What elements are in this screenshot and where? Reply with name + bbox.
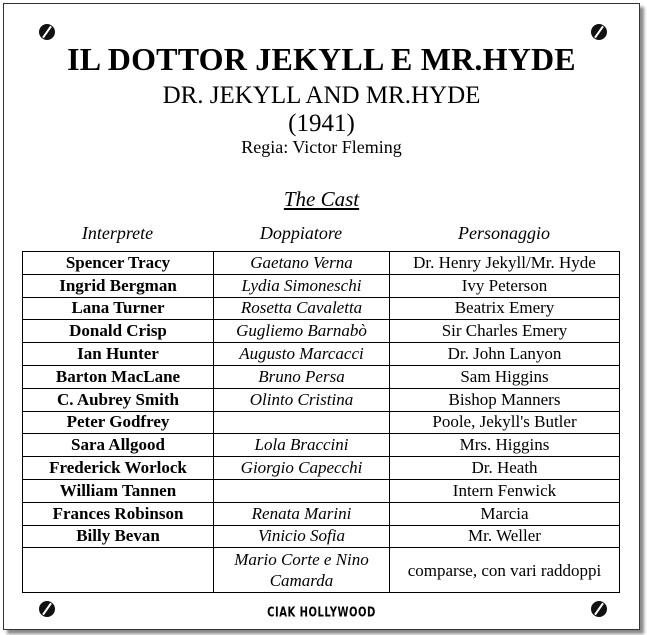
actor-cell: Frederick Worlock	[23, 457, 214, 480]
table-row	[23, 525, 620, 548]
voice-cell: Renata Marini	[214, 502, 390, 525]
actor-cell: C. Aubrey Smith	[23, 388, 214, 411]
voice-cell: Gaetano Verna	[214, 252, 390, 275]
role-cell: Beatrix Emery	[390, 297, 620, 320]
column-header-voice: Doppiatore	[259, 223, 343, 243]
role-cell: Dr. Heath	[390, 457, 620, 480]
actor-cell: William Tannen	[23, 479, 214, 502]
actor-cell: Barton MacLane	[23, 365, 214, 388]
voice-cell: Gugliemo Barnabò	[214, 320, 390, 343]
table-row	[23, 252, 620, 275]
column-header-actor: Interprete	[81, 223, 154, 243]
actor-cell	[23, 548, 214, 593]
role-cell: Ivy Peterson	[390, 274, 620, 297]
table-row	[23, 388, 620, 411]
voice-cell: Augusto Marcacci	[214, 343, 390, 366]
column-header-role: Personaggio	[458, 223, 550, 243]
role-cell: Mrs. Higgins	[390, 434, 620, 457]
cast-heading: The Cast	[283, 187, 360, 211]
voice-cell: Bruno Persa	[214, 365, 390, 388]
table-row	[23, 548, 620, 593]
voice-cell: Vinicio Sofia	[214, 525, 390, 548]
voice-cell: Giorgio Capecchi	[214, 457, 390, 480]
director: Regia: Victor Fleming	[241, 137, 402, 157]
table-row	[23, 479, 620, 502]
role-cell: Sir Charles Emery	[390, 320, 620, 343]
italian-title: IL DOTTOR JEKYLL E MR.HYDE	[67, 41, 576, 77]
voice-cell: Rosetta Cavaletta	[214, 297, 390, 320]
role-cell: Dr. Henry Jekyll/Mr. Hyde	[390, 252, 620, 275]
table-row	[23, 411, 620, 434]
actor-cell: Frances Robinson	[23, 502, 214, 525]
role-cell: Intern Fenwick	[390, 479, 620, 502]
table-row	[23, 434, 620, 457]
release-year: (1941)	[288, 110, 355, 137]
ciak-hollywood-logo: CIAK HOLLYWOOD	[267, 606, 376, 621]
table-row	[23, 343, 620, 366]
actor-cell: Donald Crisp	[23, 320, 214, 343]
actor-cell: Ingrid Bergman	[23, 274, 214, 297]
table-row	[23, 320, 620, 343]
role-cell: Sam Higgins	[390, 365, 620, 388]
voice-cell: Lola Braccini	[214, 434, 390, 457]
screw-icon	[39, 24, 55, 40]
actor-cell: Peter Godfrey	[23, 411, 214, 434]
screw-icon	[591, 24, 607, 40]
role-cell: Marcia	[390, 502, 620, 525]
voice-cell	[214, 479, 390, 502]
actor-cell: Billy Bevan	[23, 525, 214, 548]
role-cell: Poole, Jekyll's Butler	[390, 411, 620, 434]
voice-cell: Lydia Simoneschi	[214, 274, 390, 297]
role-cell: comparse, con vari raddoppi	[390, 548, 620, 593]
voice-cell	[214, 411, 390, 434]
table-row	[23, 457, 620, 480]
actor-cell: Lana Turner	[23, 297, 214, 320]
table-row	[23, 502, 620, 525]
voice-cell: Olinto Cristina	[214, 388, 390, 411]
table-row	[23, 297, 620, 320]
actor-cell: Spencer Tracy	[23, 252, 214, 275]
english-title: DR. JEKYLL AND MR.HYDE	[162, 82, 481, 109]
actor-cell: Sara Allgood	[23, 434, 214, 457]
cast-plate	[3, 3, 640, 630]
role-cell: Mr. Weller	[390, 525, 620, 548]
role-cell: Bishop Manners	[390, 388, 620, 411]
table-row	[23, 365, 620, 388]
actor-cell: Ian Hunter	[23, 343, 214, 366]
voice-cell: Mario Corte e Nino Camarda	[214, 548, 390, 593]
cast-table	[22, 251, 620, 593]
role-cell: Dr. John Lanyon	[390, 343, 620, 366]
table-row	[23, 274, 620, 297]
